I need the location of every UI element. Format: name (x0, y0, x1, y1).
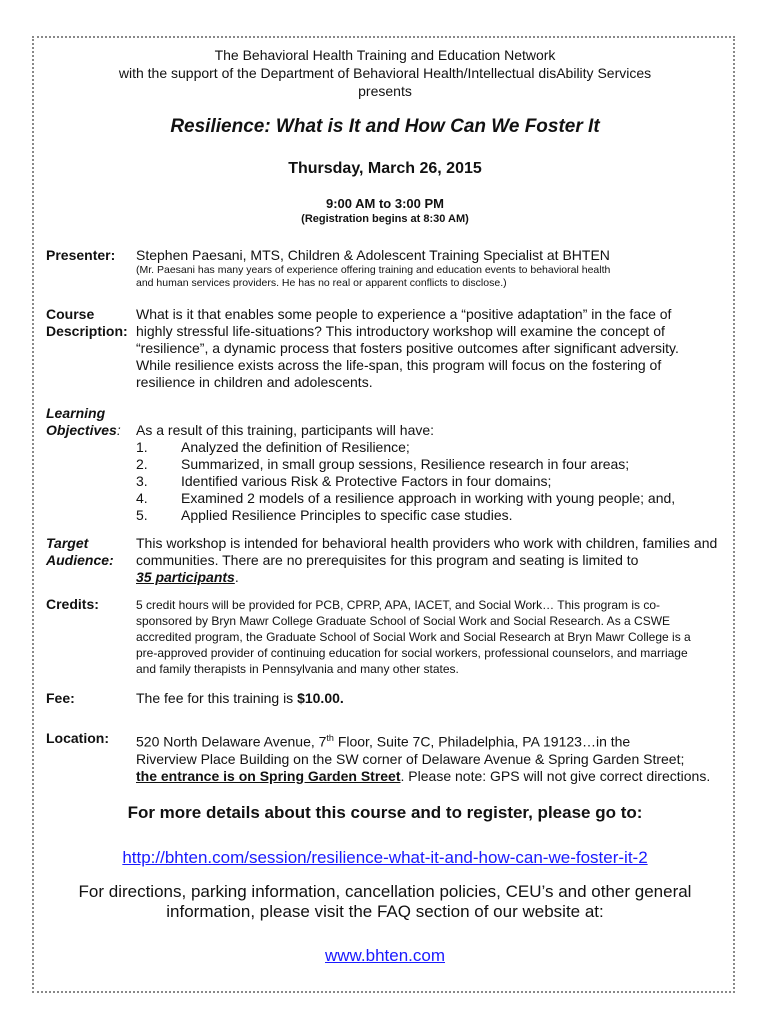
presenter-note: (Mr. Paesani has many years of experience offering training and education events to behavioral health (136, 264, 611, 276)
presenter-text: Stephen Paesani, MTS, Children & Adolescent Training Specialist at BHTEN (136, 247, 610, 263)
credits-line: pre-approved provider of continuing education for social workers, professional counselors, and marriage (136, 646, 688, 660)
item-text: Summarized, in small group sessions, Resilience research in four areas; (181, 456, 630, 472)
credits-line: and family therapists in Pennsylvania and many other states. (136, 662, 459, 676)
credits-line: 5 credit hours will be provided for PCB, CPRP, APA, IACET, and Social Work… This program is co- (136, 598, 660, 612)
entrance-note: the entrance is on Spring Garden Street (136, 767, 401, 784)
location-label: Location: (46, 730, 109, 746)
list-item (136, 507, 726, 524)
item-text: Examined 2 models of a resilience approach in working with young people; and, (181, 490, 676, 506)
audience-line: communities. There are no prerequisites for this program and seating is limited to (136, 552, 639, 568)
list-item (136, 490, 726, 507)
description-line: “resilience”, a dynamic process that fosters positive outcomes after significant adversity. (136, 340, 679, 356)
target-audience (136, 535, 726, 586)
description-line: highly stressful life-situations? This introductory workshop will examine the concept of (136, 323, 665, 339)
directions-text (40, 882, 730, 922)
objectives-intro: As a result of this training, participants will have: (136, 422, 435, 438)
target-audience-label (46, 535, 114, 569)
item-text: Applied Resilience Principles to specific case studies. (181, 507, 513, 523)
course-description-label (46, 306, 128, 340)
header-line: The Behavioral Health Training and Education Network (214, 47, 556, 63)
organization-header (40, 46, 730, 100)
fee-description: The fee for this training is (136, 690, 298, 706)
presenter-section (136, 247, 726, 290)
registration-link-container (40, 848, 730, 868)
presenter-label: Presenter: (46, 247, 116, 263)
directions-line: information, please visit the FAQ section of our website at: (166, 902, 604, 921)
list-item (136, 456, 726, 473)
item-number: 4. (136, 490, 148, 506)
more-details-heading: For more details about this course and to register, please go to: (127, 803, 643, 822)
address-part: Floor, Suite 7C, Philadelphia, PA 19123…in the (333, 733, 631, 750)
address-line: Riverview Place Building on the SW corner of Delaware Avenue & Spring Garden Street; (136, 750, 685, 767)
label-line: Description: (46, 323, 128, 339)
credits-label: Credits: (46, 596, 99, 612)
header-line: with the support of the Department of Behavioral Health/Intellectual disAbility Services (118, 65, 652, 81)
credits-line: sponsored by Bryn Mawr College Graduate School of Social Work and Social Research. As a CSWE (136, 614, 671, 628)
website-link-container (40, 946, 730, 966)
item-text: Analyzed the definition of Resilience; (181, 439, 410, 455)
objectives-list (136, 439, 726, 524)
period: . (234, 569, 239, 585)
location-text (136, 730, 726, 785)
fee-label: Fee: (46, 690, 75, 706)
learning-objectives (136, 422, 726, 524)
description-line: What is it that enables some people to experience a “positive adaptation” in the face of (136, 306, 672, 322)
directions-line: For directions, parking information, cancellation policies, CEU’s and other general (78, 882, 692, 901)
credits-text (136, 597, 726, 677)
header-line: presents (358, 83, 412, 99)
course-description (136, 306, 726, 391)
website-link[interactable]: www.bhten.com (325, 946, 445, 965)
event-title: Resilience: What is It and How Can We Foster It (170, 116, 600, 137)
event-date: Thursday, March 26, 2015 (288, 160, 482, 177)
item-number: 3. (136, 473, 148, 489)
description-line: While resilience exists across the life-span, this program will focus on the fostering of (136, 357, 662, 373)
label-line: Objectives (46, 422, 117, 438)
label-line: Audience: (46, 552, 114, 568)
label-line: Learning (46, 405, 106, 421)
list-item (136, 473, 726, 490)
event-time: 9:00 AM to 3:00 PM (326, 196, 444, 211)
fee-text (136, 690, 726, 707)
gps-note: . Please note: GPS will not give correct directions. (400, 767, 711, 784)
list-item (136, 439, 726, 456)
presenter-note: and human services providers. He has no real or apparent conflicts to disclose.) (136, 277, 507, 289)
credits-line: accredited program, the Graduate School of Social Work and Social Research at Bryn Mawr College is a (136, 630, 691, 644)
registration-link[interactable]: http://bhten.com/session/resilience-what-it-and-how-can-we-foster-it-2 (122, 848, 648, 867)
registration-note: (Registration begins at 8:30 AM) (301, 213, 469, 225)
fee-amount: $10.00. (297, 690, 344, 706)
item-number: 1. (136, 439, 148, 455)
label-line: Course (46, 306, 95, 322)
participant-limit: 35 participants (136, 569, 235, 585)
label-line: Target (46, 535, 89, 551)
address-part: 520 North Delaware Avenue, 7 (136, 733, 327, 750)
description-line: resilience in children and adolescents. (136, 374, 373, 390)
ordinal-suffix: th (326, 733, 334, 743)
audience-line: This workshop is intended for behavioral health providers who work with children, families and (136, 535, 718, 551)
item-text: Identified various Risk & Protective Factors in four domains; (181, 473, 552, 489)
item-number: 5. (136, 507, 148, 523)
label-colon: : (116, 422, 121, 438)
learning-objectives-label (46, 405, 121, 439)
item-number: 2. (136, 456, 148, 472)
